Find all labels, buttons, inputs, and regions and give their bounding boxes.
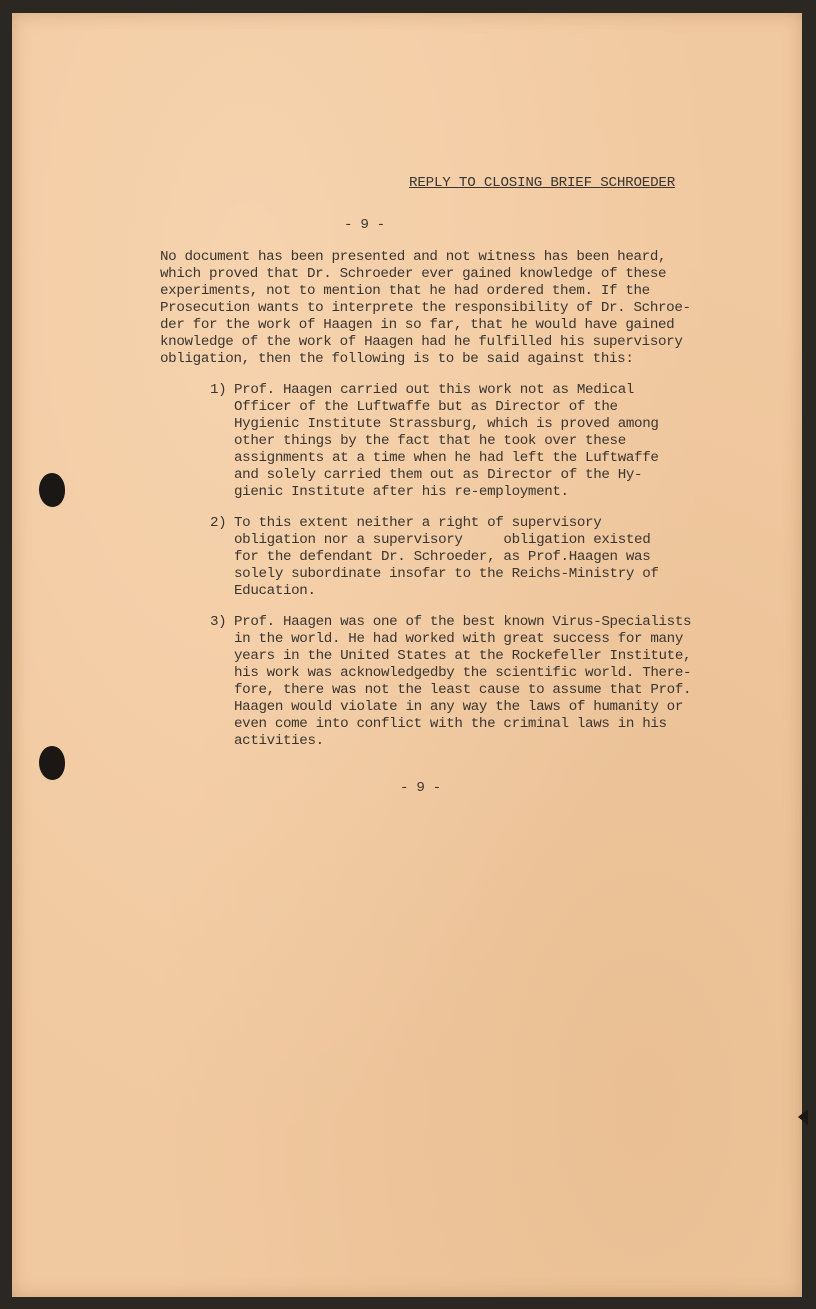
text-line: fore, there was not the least cause to assume that Prof.: [234, 682, 692, 698]
text-line: der for the work of Haagen in so far, that he would have gained: [160, 317, 675, 333]
item-number: 2): [210, 515, 227, 531]
text-line: Education.: [234, 583, 316, 599]
text-line: assignments at a time when he had left the Luftwaffe: [234, 450, 659, 466]
text-line: gienic Institute after his re-employment.: [234, 484, 569, 500]
text-line: his work was acknowledgedby the scientific world. There-: [234, 665, 692, 681]
text-line: even come into conflict with the criminal laws in his: [234, 716, 667, 732]
text-line: Haagen would violate in any way the laws of humanity or: [234, 699, 684, 715]
page-number-top: - 9 -: [344, 217, 385, 233]
text-line: and solely carried them out as Director of the Hy-: [234, 467, 643, 483]
item-number: 3): [210, 614, 227, 630]
text-line: which proved that Dr. Schroeder ever gained knowledge of these: [160, 266, 667, 282]
punch-hole-bottom: [39, 746, 65, 780]
document-page: [12, 13, 802, 1297]
text-line: No document has been presented and not witness has been heard,: [160, 249, 667, 265]
item-number: 1): [210, 382, 227, 398]
text-line: Officer of the Luftwaffe but as Director of the: [234, 399, 618, 415]
text-line: Hygienic Institute Strassburg, which is proved among: [234, 416, 659, 432]
text-line: in the world. He had worked with great success for many: [234, 631, 684, 647]
text-line: Prof. Haagen carried out this work not as Medical: [234, 382, 635, 398]
text-line: solely subordinate insofar to the Reichs-Ministry of: [234, 566, 659, 582]
text-line: experiments, not to mention that he had ordered them. If the: [160, 283, 650, 299]
text-line: for the defendant Dr. Schroeder, as Prof.Haagen was: [234, 549, 651, 565]
text-line: activities.: [234, 733, 324, 749]
text-line: obligation, then the following is to be said against this:: [160, 351, 634, 367]
text-line: knowledge of the work of Haagen had he fulfilled his supervisory: [160, 334, 683, 350]
text-line: years in the United States at the Rockefeller Institute,: [234, 648, 692, 664]
text-line: To this extent neither a right of supervisory: [234, 515, 602, 531]
text-line: Prof. Haagen was one of the best known Virus-Specialists: [234, 614, 692, 630]
text-line: Prosecution wants to interprete the responsibility of Dr. Schroe-: [160, 300, 691, 316]
edge-mark: [798, 1109, 808, 1125]
punch-hole-top: [39, 473, 65, 507]
text-line: other things by the fact that he took over these: [234, 433, 626, 449]
document-header: REPLY TO CLOSING BRIEF SCHROEDER: [409, 175, 676, 191]
page-number-bottom: - 9 -: [400, 780, 441, 796]
text-line: obligation nor a supervisory obligation existed: [234, 532, 651, 548]
